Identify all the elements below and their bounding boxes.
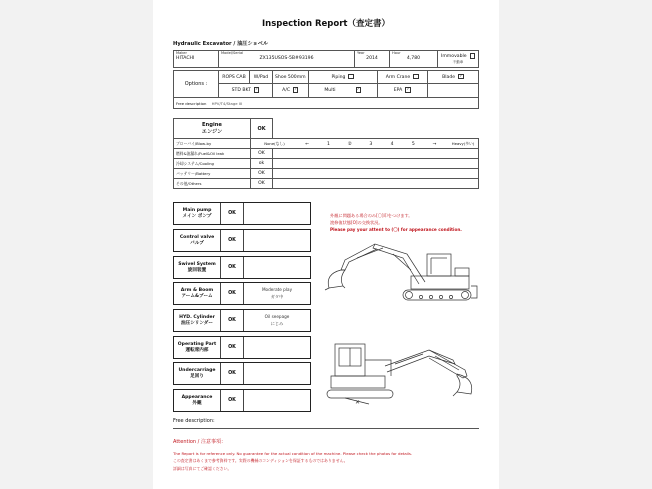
item-name-jp: 運転席内部	[185, 347, 209, 353]
engine-row-value: ok	[251, 159, 273, 169]
attention-line: The Report is for reference only. No guarantee for the actual condition of the machine. Please check the photos for details.	[173, 451, 413, 456]
engine-row-label: バッテリー/Battery	[174, 169, 251, 179]
maker-label: Maker	[176, 51, 187, 55]
item-ok: OK	[220, 283, 244, 304]
item-ok: OK	[220, 257, 244, 278]
info-table	[173, 50, 479, 68]
engine-row-value: OK	[251, 149, 273, 159]
scale-1: 1	[326, 141, 330, 147]
item-ok: OK	[220, 363, 244, 384]
free-description-label: Free description	[176, 100, 207, 106]
engine-title-jp: エンジン	[201, 128, 223, 135]
immovable-label: Immovable	[440, 54, 467, 60]
option-multi: Multi	[324, 88, 336, 94]
option-ac: A/C	[282, 88, 291, 94]
excavator-side-view-diagram	[315, 240, 480, 306]
model-label: Model/Serial	[221, 51, 244, 55]
item-name-jp: 油圧シリンダー	[181, 320, 213, 326]
item-ok: OK	[220, 390, 244, 411]
report-subtitle: Hydraulic Excavator / 油圧ショベル	[173, 41, 269, 47]
epa-checkbox[interactable]: ✓	[406, 87, 410, 92]
engine-row-label: 冷却システム/Cooling	[174, 159, 251, 169]
item-name-jp: 旋回装置	[187, 267, 207, 273]
engine-row-label: 燃料&油漏れ/Fuel&Oil leak	[174, 149, 251, 159]
std-bkt-checkbox[interactable]: ✓	[255, 87, 259, 92]
note-line-1: 外観に問題ある場合のみ[〇]印をつけます。	[330, 213, 413, 218]
item-name-jp: 外観	[192, 400, 202, 406]
item-undercarriage	[173, 362, 311, 385]
appearance-note	[330, 212, 498, 233]
item-comment: Moderate play	[261, 287, 293, 293]
item-control-valve	[173, 229, 311, 252]
item-hyd-cylinder	[173, 309, 311, 332]
item-ok: OK	[220, 230, 244, 251]
free-description-value: HPV/T4/Stage III	[211, 100, 243, 106]
hour-value: 4,780	[406, 56, 421, 61]
item-swivel-system	[173, 256, 311, 279]
immovable-jp-label: 不動車	[452, 59, 464, 64]
blowby-value: None(なし)	[264, 140, 285, 146]
scale-4: 4	[390, 141, 394, 147]
scale-arrow-right: →	[432, 141, 437, 147]
scale-3: 3	[369, 141, 373, 147]
svg-text:✕: ✕	[355, 399, 361, 406]
option-arm-crane: Arm Crane	[385, 75, 411, 81]
options-table	[173, 70, 479, 109]
item-name-jp: バルブ	[190, 240, 204, 246]
item-ok: OK	[220, 310, 244, 331]
note-line-2: 渡修復状態[O]の交換状況。	[330, 220, 383, 226]
item-name-en: Main pump	[182, 207, 212, 213]
arm-crane-checkbox[interactable]	[413, 74, 418, 79]
option-epa: EPA	[393, 88, 403, 94]
scale-5: 5	[411, 141, 415, 147]
multi-checkbox[interactable]: ✓	[356, 87, 360, 92]
item-name-en: Appearance	[181, 394, 213, 400]
hour-label: Hour	[392, 51, 401, 55]
item-name-en: Operating Part	[177, 341, 217, 347]
piping-checkbox[interactable]	[348, 74, 353, 79]
item-comment: Oil seepage	[264, 314, 290, 320]
scale-end-label: Heavy(多い)	[451, 140, 475, 146]
item-main-pump	[173, 202, 311, 225]
attention-body	[173, 450, 483, 472]
item-name-jp: アーム&ブーム	[181, 293, 213, 299]
item-arm-boom	[173, 282, 311, 305]
item-ok: OK	[220, 337, 244, 358]
item-appearance	[173, 389, 311, 412]
engine-ok: OK	[251, 119, 273, 139]
option-wpad: W/Pad	[250, 71, 273, 84]
item-comment-jp: ガタ中	[270, 293, 284, 299]
item-name-en: Arm & Boom	[180, 287, 214, 293]
report-title: Inspection Report（査定書）	[262, 19, 390, 29]
option-blade: Blade	[442, 75, 456, 81]
attention-title: Attention / 注意事項：	[173, 439, 226, 445]
engine-row-value: OK	[251, 169, 273, 179]
option-piping: Piping	[331, 75, 346, 81]
item-name-en: Swivel System	[178, 261, 216, 267]
engine-title-en: Engine	[202, 121, 222, 128]
note-line-3: Please pay your attent to (〇) for appearance condition.	[330, 227, 462, 233]
free-description-footer-label: Free description:	[173, 418, 215, 424]
option-shoe: Shoe 500mm	[273, 71, 309, 84]
item-comment-jp: にじみ	[270, 320, 284, 326]
attention-line: 詳細は写真にてご確認ください。	[173, 465, 232, 471]
scale-2-circled: ②	[347, 141, 352, 147]
scale-arrow-left: ←	[305, 141, 310, 147]
options-label: Options :	[174, 71, 219, 98]
engine-row-value: OK	[251, 179, 273, 189]
engine-row-label: ブローバイ/Blow-by	[174, 139, 251, 149]
item-name-jp: メイン ポンプ	[182, 213, 212, 219]
engine-table	[173, 118, 479, 189]
year-value: 2014	[366, 56, 378, 61]
report-page	[153, 0, 499, 489]
year-label: Year	[357, 51, 365, 55]
option-std-bkt: STD BKT	[231, 88, 251, 94]
immovable-checkbox[interactable]	[470, 53, 475, 58]
excavator-rear-view-diagram	[325, 330, 477, 412]
item-name-en: HYD. Cylinder	[179, 314, 215, 320]
maker-value: HITACHI	[176, 56, 195, 61]
item-operating-part	[173, 336, 311, 359]
item-ok: OK	[220, 203, 244, 224]
divider	[173, 428, 479, 429]
item-name-en: Control valve	[179, 234, 215, 240]
model-value: ZX135USOS-5B#93196	[259, 56, 314, 61]
blade-checkbox[interactable]: ✓	[459, 73, 463, 78]
item-name-jp: 足回り	[190, 373, 204, 379]
option-rops-cab: ROPS CAB	[219, 71, 250, 84]
attention-line: この査定書はあくまで参考資料です。実際の機械のコンディションを保証するものではありません。	[173, 458, 348, 464]
engine-row-label: その他/Others	[174, 179, 251, 189]
item-name-en: Undercarriage	[178, 367, 216, 373]
ac-checkbox[interactable]: ✓	[294, 87, 298, 92]
